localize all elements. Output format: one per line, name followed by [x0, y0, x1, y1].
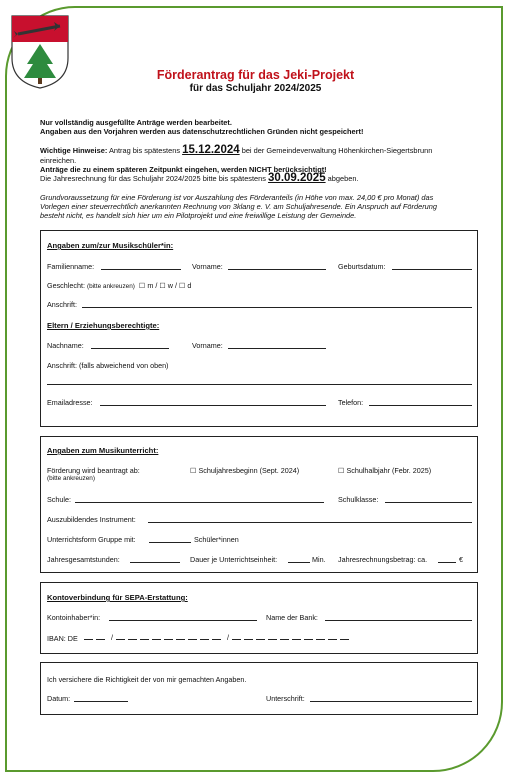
bank-name-label: Name der Bank: [266, 613, 318, 622]
school-field[interactable] [75, 502, 324, 503]
lastname-field[interactable] [101, 269, 181, 270]
intro-line-2: Angaben aus den Vorjahren werden aus datenschutzrechtlichen Gründen nicht gespeichert! [40, 127, 364, 136]
gender-hint: (bitte ankreuzen) [86, 283, 135, 290]
confirmation-section [40, 662, 478, 715]
student-heading: Angaben zum/zur Musikschüler*in: [47, 241, 174, 250]
invoice-line [40, 174, 358, 183]
invoice-text: Die Jahresrechnung für das Schuljahr 2024/2025 bitte bis spätestens [40, 174, 266, 183]
email-label: Emailadresse: [47, 398, 93, 407]
parents-heading: Eltern / Erziehungsberechtigte: [47, 321, 160, 330]
date-field[interactable] [74, 701, 128, 702]
duration-unit: Min. [312, 555, 326, 564]
iban-label: IBAN: DE [47, 634, 78, 643]
birthdate-field[interactable] [392, 269, 472, 270]
late-notice: Anträge die zu einem späteren Zeitpunkt eingehen, werden NICHT berücksichtigt! [40, 165, 327, 174]
lessons-section [40, 436, 478, 573]
signature-field[interactable] [310, 701, 472, 702]
address-field[interactable] [82, 307, 472, 308]
deadline-2: 30.09.2025 [268, 172, 326, 184]
class-field[interactable] [385, 502, 472, 503]
intro-line-1: Nur vollständig ausgefüllte Anträge werden bearbeitet. [40, 118, 232, 127]
hours-field[interactable] [130, 562, 180, 563]
funding-hint: (bitte ankreuzen) [47, 475, 95, 482]
parent-address-label: Anschrift: (falls abweichend von oben) [47, 361, 169, 370]
class-label: Schulklasse: [338, 495, 379, 504]
group-label: Unterrichtsform Gruppe mit: [47, 535, 136, 544]
group-suffix: Schüler*innen [194, 535, 239, 544]
gender-text: Geschlecht: [47, 281, 85, 290]
funding-label: Förderung wird beantragt ab: [47, 466, 140, 475]
phone-label: Telefon: [338, 398, 364, 407]
parent-address-field[interactable] [47, 384, 472, 385]
hours-label: Jahresgesamtstunden: [47, 555, 120, 564]
firstname-field[interactable] [228, 269, 326, 270]
signature-label: Unterschrift: [266, 694, 305, 703]
condition-line-3: besteht nicht, es handelt sich hier um ein Pilotprojekt und eine freiwillige Leistung der Gemeinde. [40, 211, 357, 220]
gender-checkboxes[interactable]: ☐ m / ☐ w / ☐ d [138, 281, 192, 290]
instrument-field[interactable] [148, 522, 472, 523]
bank-name-field[interactable] [325, 620, 472, 621]
address-label: Anschrift: [47, 300, 77, 309]
hint-text-2: bei der Gemeindeverwaltung Höhenkirchen-Siegertsbrunn [241, 146, 433, 155]
school-label: Schule: [47, 495, 71, 504]
email-field[interactable] [100, 405, 326, 406]
firstname-label: Vorname: [192, 262, 223, 271]
duration-label: Dauer je Unterrichtseinheit: [190, 555, 278, 564]
group-size-field[interactable] [149, 542, 191, 543]
parent-lastname-field[interactable] [91, 348, 169, 349]
condition-line-1: Grundvoraussetzung für eine Förderung ist vor Auszahlung des Förderanteils (in Höhe von max. 24,00 € pro Monat) das [40, 193, 434, 202]
hint-text-3: einreichen. [40, 156, 77, 165]
iban-field[interactable]: / / [84, 633, 352, 642]
amount-label: Jahresrechnungsbetrag: ca. [338, 555, 428, 564]
option-school-half-year[interactable]: ☐ Schulhalbjahr (Febr. 2025) [338, 466, 432, 475]
gender-label [47, 281, 191, 290]
holder-label: Kontoinhaber*in: [47, 613, 101, 622]
deadline-1: 15.12.2024 [182, 144, 240, 156]
bank-heading: Kontoverbindung für SEPA-Erstattung: [47, 593, 188, 602]
lastname-label: Familienname: [47, 262, 95, 271]
hint-line [40, 146, 432, 155]
lessons-heading: Angaben zum Musikunterricht: [47, 446, 159, 455]
parent-lastname-label: Nachname: [47, 341, 84, 350]
currency-label: € [459, 555, 463, 564]
phone-field[interactable] [369, 405, 472, 406]
holder-field[interactable] [109, 620, 257, 621]
hint-prefix: Wichtige Hinweise: [40, 146, 108, 155]
amount-field[interactable] [438, 562, 456, 563]
duration-field[interactable] [288, 562, 310, 563]
form-title: Förderantrag für das Jeki-Projekt [156, 68, 355, 82]
condition-line-2: Vorlegen einer steuerrechtlich anerkannten Rechnung von 3klang e. V. am Schuljahresende. Ein Anspruch auf Förderung [40, 202, 438, 211]
parent-firstname-label: Vorname: [192, 341, 223, 350]
date-label: Datum: [47, 694, 71, 703]
hint-text-1: Antrag bis spätestens [108, 146, 181, 155]
birthdate-label: Geburtsdatum: [338, 262, 386, 271]
form-subtitle: für das Schuljahr 2024/2025 [189, 83, 322, 94]
option-school-year-start[interactable]: ☐ Schuljahresbeginn (Sept. 2024) [190, 466, 300, 475]
parent-firstname-field[interactable] [228, 348, 326, 349]
instrument-label: Auszubildendes Instrument: [47, 515, 136, 524]
confirmation-text: Ich versichere die Richtigkeit der von mir gemachten Angaben. [47, 675, 247, 684]
invoice-suffix: abgeben. [327, 174, 359, 183]
